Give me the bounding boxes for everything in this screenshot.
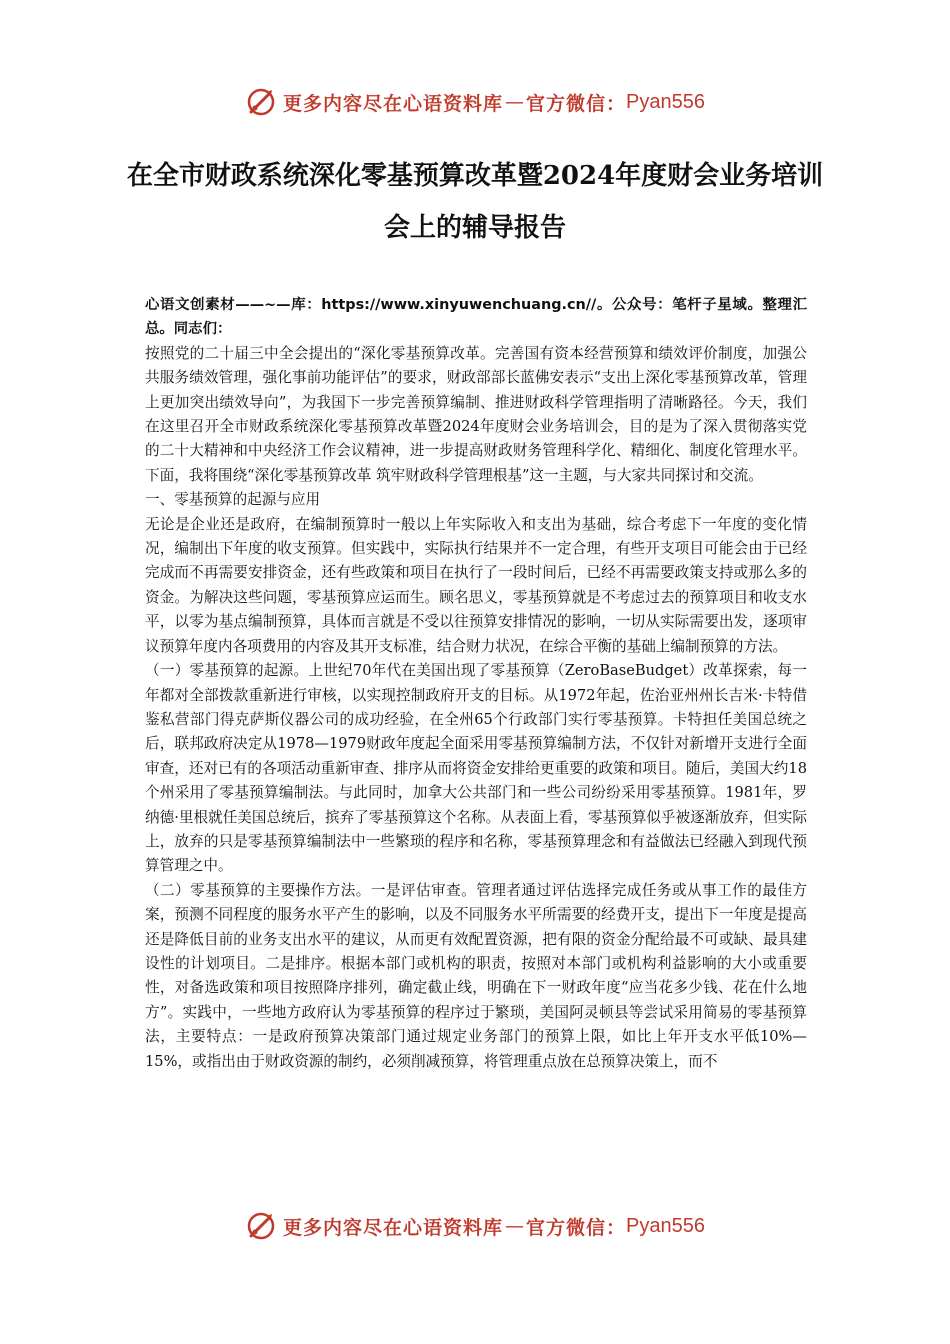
section-heading: 一、零基预算的起源与应用 xyxy=(145,491,321,509)
brush-logo-icon xyxy=(245,1210,277,1242)
header-banner xyxy=(0,82,950,122)
paragraph: 按照党的二十届三中全会提出的“深化零基预算改革。完善国有资本经营预算和绩效评价制度，加强公共服务绩效管理，强化事前功能评估”的要求，财政部部长蓝佛安表示“支出上深化零基预算改革，管理上更加突出绩效导向”，为我国下一步完善预算编制、推进财政科学管理指明了清晰路径。今天，我们在这里召开全市财政系统深化零基预算改革暨2024年度财会业务培训会，目的是为了深入贯彻落实党的二十大精神和中央经济工作会议精神，进一步提高财政财务管理科学化、精细化、制度化管理水平。下面，我将围绕“深化零基预算改革 筑牢财政科学管理根基”这一主题，与大家共同探讨和交流。 xyxy=(145,344,807,484)
paragraph: （一）零基预算的起源。上世纪70年代在美国出现了零基预算（ZeroBaseBudget）改革探索，每一年都对全部拨款重新进行审核，以实现控制政府开支的目标。从1972年起，佐治亚州州长吉米·卡特借鉴私营部门得克萨斯仪器公司的成功经验，在全州65个行政部门实行零基预算。卡特担任美国总统之后，联邦政府决定从1978—1979财政年度起全面采用零基预算编制方法，不仅针对新增开支进行全面审查，还对已有的各项活动重新审查、排序从而将资金安排给更重要的政策和项目。随后，美国大约18个州采用了零基预算编制法。与此同时，加拿大公共部门和一些公司纷纷采用零基预算。1981年，罗纳德·里根就任美国总统后，摈弃了零基预算这个名称。从表面上看，零基预算似乎被逐渐放弃，但实际上，放弃的只是零基预算编制法中一些繁琐的程序和名称，零基预算理念和有益做法已经融入到现代预算管理之中。 xyxy=(145,662,807,875)
paragraph: 无论是企业还是政府，在编制预算时一般以上年实际收入和支出为基础，综合考虑下一年度的变化情况，编制出下年度的收支预算。但实践中，实际执行结果并不一定合理，有些开支项目可能会由于已经完成而不再需要安排资金，还有些政策和项目在执行了一段时间后，已经不再需要政策支持或那么多的资金。为解决这些问题，零基预算应运而生。顾名思义，零基预算就是不考虑过去的预算项目和收支水平，以零为基点编制预算，具体而言就是不受以往预算安排情况的影响，一切从实际需要出发，逐项审议预算年度内各项费用的内容及其开支标准，结合财力状况，在综合平衡的基础上编制预算的方法。 xyxy=(145,515,807,655)
intro-line: 心语文创素材——~—库：https://www.xinyuwenchuang.cn//。公众号：笔杆子星域。整理汇总。同志们： xyxy=(145,297,807,338)
footer-banner xyxy=(0,1206,950,1246)
banner-wechat-label: 官方微信： xyxy=(526,92,627,115)
document-body xyxy=(145,293,807,1074)
banner-wechat-id: Pyan556 xyxy=(626,90,705,113)
banner-separator: — xyxy=(505,91,525,113)
banner-wechat-label: 官方微信： xyxy=(526,1216,627,1239)
paragraph: （二）零基预算的主要操作方法。一是评估审查。管理者通过评估选择完成任务或从事工作的最佳方案，预测不同程度的服务水平产生的影响，以及不同服务水平所需要的经费开支，提出下一年度是提高还是降低目前的业务支出水平的建议，从而更有效配置资源，把有限的资金分配给最不可或缺、最具建设性的计划项目。二是排序。根据本部门或机构的职责，按照对本部门或机构利益影响的大小或重要性，对备选政策和项目按照降序排列，确定截止线，明确在下一财政年度“应当花多少钱、花在什么地方”。实践中，一些地方政府认为零基预算的程序过于繁琐，美国阿灵顿县等尝试采用简易的零基预算法，主要特点：一是政府预算决策部门通过规定业务部门的预算上限，如比上年开支水平低10%—15%，或指出由于财政资源的制约，必须削减预算，将管理重点放在总预算决策上，而不 xyxy=(145,881,807,1070)
brush-logo-icon xyxy=(245,86,277,118)
banner-wechat-id: Pyan556 xyxy=(626,1214,705,1237)
document-title: 在全市财政系统深化零基预算改革暨2024年度财会业务培训会上的辅导报告 xyxy=(126,161,824,243)
banner-text: 更多内容尽在心语资料库 xyxy=(283,1216,504,1239)
banner-separator: — xyxy=(505,1215,525,1237)
banner-text: 更多内容尽在心语资料库 xyxy=(283,92,504,115)
